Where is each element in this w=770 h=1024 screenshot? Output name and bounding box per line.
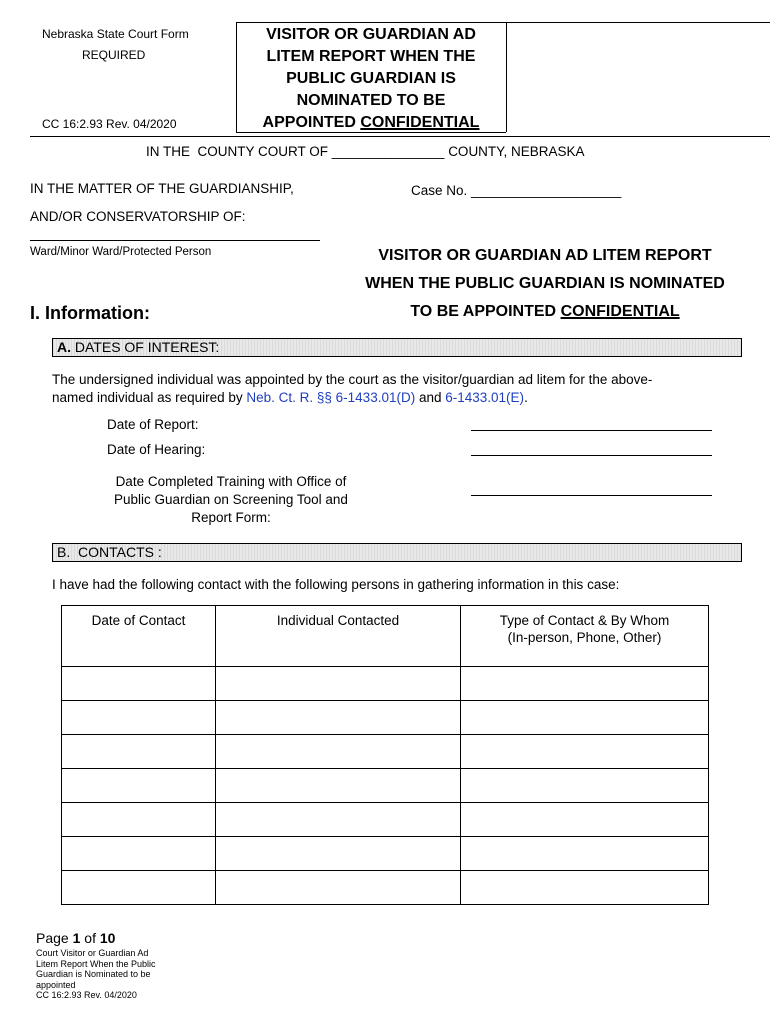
- column-header: Type of Contact & By Whom: [499, 613, 670, 628]
- table-cell[interactable]: [461, 837, 709, 871]
- section-i-heading: I. Information:: [30, 303, 150, 323]
- table-cell[interactable]: [62, 701, 216, 735]
- contacts-intro: I have had the following contact with the following persons in gathering information in this case:: [52, 577, 620, 592]
- period: .: [524, 390, 528, 405]
- header-top-rule: [236, 22, 770, 23]
- report-title: [340, 242, 750, 326]
- ward-label: Ward/Minor Ward/Protected Person: [30, 246, 212, 258]
- table-cell[interactable]: [461, 735, 709, 769]
- table-row: [62, 667, 709, 701]
- matter-line-1: IN THE MATTER OF THE GUARDIANSHIP,: [30, 181, 294, 196]
- confidential-label: CONFIDENTIAL: [360, 114, 480, 131]
- court-prefix: IN THE COUNTY COURT OF: [146, 144, 329, 159]
- rule-link-d[interactable]: Neb. Ct. R. §§ 6-1433.01(D): [246, 390, 416, 405]
- page-prefix: Page: [36, 930, 73, 946]
- page-indicator: [36, 930, 115, 946]
- form-title-line: [240, 112, 502, 134]
- report-title-line: VISITOR OR GUARDIAN AD LITEM REPORT: [378, 247, 712, 264]
- and-text: and: [415, 390, 446, 405]
- report-title-line: WHEN THE PUBLIC GUARDIAN IS NOMINATED: [365, 275, 725, 292]
- section-a-letter: A.: [57, 339, 71, 355]
- appointment-line-1: The undersigned individual was appointed by the court as the visitor/guardian ad litem for the above-: [52, 372, 653, 387]
- table-cell[interactable]: [216, 701, 461, 735]
- table-cell[interactable]: [216, 837, 461, 871]
- court-suffix: COUNTY, NEBRASKA: [448, 144, 585, 159]
- appointment-line-2-prefix: named individual as required by: [52, 390, 247, 405]
- date-of-report-label: Date of Report:: [107, 417, 199, 432]
- report-title-prefix: TO BE APPOINTED: [410, 303, 561, 320]
- table-cell[interactable]: [62, 735, 216, 769]
- table-row: [62, 837, 709, 871]
- county-blank[interactable]: _______________: [331, 144, 445, 159]
- footer-line: appointed: [36, 979, 76, 990]
- contacts-header-row: [62, 606, 709, 667]
- form-title-line: NOMINATED TO BE: [296, 92, 446, 109]
- page-total: 10: [99, 930, 116, 946]
- column-header: Individual Contacted: [216, 606, 461, 667]
- section-a-bar: [52, 338, 742, 357]
- form-label: Nebraska State Court Form: [42, 27, 189, 41]
- case-no-label: Case No.: [411, 183, 468, 198]
- form-number: CC 16:2.93 Rev. 04/2020: [42, 117, 177, 131]
- case-number: [411, 183, 621, 198]
- table-row: [62, 735, 709, 769]
- table-cell[interactable]: [461, 667, 709, 701]
- court-line: [146, 144, 584, 159]
- case-no-blank[interactable]: ____________________: [471, 183, 622, 198]
- table-row: [62, 871, 709, 905]
- training-line: Report Form:: [191, 510, 271, 525]
- matter-line-2: AND/OR CONSERVATORSHIP OF:: [30, 209, 246, 224]
- form-title-line: VISITOR OR GUARDIAN AD: [266, 26, 476, 43]
- footer-line: Litem Report When the Public: [36, 958, 156, 969]
- header-right-divider: [506, 22, 507, 132]
- column-header-type: [461, 606, 709, 667]
- training-date-field[interactable]: [471, 495, 712, 496]
- training-line: Date Completed Training with Office of: [115, 474, 347, 489]
- training-line: Public Guardian on Screening Tool and: [114, 492, 348, 507]
- appointment-paragraph: [52, 371, 752, 407]
- date-of-hearing-field[interactable]: [471, 455, 712, 456]
- column-header-sub: (In-person, Phone, Other): [507, 630, 662, 645]
- form-title-line: PUBLIC GUARDIAN IS: [286, 70, 456, 87]
- table-cell[interactable]: [461, 871, 709, 905]
- table-row: [62, 769, 709, 803]
- table-cell[interactable]: [461, 769, 709, 803]
- footer-line: Guardian is Nominated to be: [36, 969, 151, 979]
- ward-name-line[interactable]: [30, 240, 320, 241]
- table-cell[interactable]: [216, 803, 461, 837]
- appointment-line-2: [52, 389, 752, 407]
- table-cell[interactable]: [62, 769, 216, 803]
- rule-link-e[interactable]: 6-1433.01(E): [445, 390, 525, 405]
- footer-line: CC 16:2.93 Rev. 04/2020: [36, 990, 137, 1000]
- section-b-bar: B. CONTACTS :: [52, 543, 742, 562]
- form-title-prefix: APPOINTED: [262, 114, 361, 131]
- table-cell[interactable]: [461, 701, 709, 735]
- table-cell[interactable]: [62, 837, 216, 871]
- header-full-rule: [30, 136, 770, 137]
- column-header: Date of Contact: [62, 606, 216, 667]
- report-title-line: [340, 298, 750, 326]
- date-of-hearing-label: Date of Hearing:: [107, 442, 206, 457]
- table-cell[interactable]: [216, 769, 461, 803]
- header-left-divider: [236, 22, 237, 132]
- date-of-report-field[interactable]: [471, 430, 712, 431]
- table-cell[interactable]: [216, 667, 461, 701]
- contacts-table: [61, 605, 709, 905]
- table-cell[interactable]: [62, 803, 216, 837]
- table-cell[interactable]: [216, 735, 461, 769]
- table-cell[interactable]: [461, 803, 709, 837]
- table-cell[interactable]: [62, 667, 216, 701]
- footer-note: [36, 948, 186, 1001]
- page-number: 1: [72, 930, 81, 946]
- footer-line: Court Visitor or Guardian Ad: [36, 948, 149, 958]
- page-of: of: [80, 930, 100, 946]
- table-row: [62, 701, 709, 735]
- report-confidential-label: CONFIDENTIAL: [560, 303, 680, 320]
- training-date-label: [100, 473, 362, 527]
- form-title-line: LITEM REPORT WHEN THE: [266, 48, 476, 65]
- table-cell[interactable]: [216, 871, 461, 905]
- form-title: [240, 24, 502, 134]
- section-a-title: DATES OF INTEREST:: [71, 339, 220, 355]
- table-row: [62, 803, 709, 837]
- table-cell[interactable]: [62, 871, 216, 905]
- required-label: REQUIRED: [82, 48, 146, 62]
